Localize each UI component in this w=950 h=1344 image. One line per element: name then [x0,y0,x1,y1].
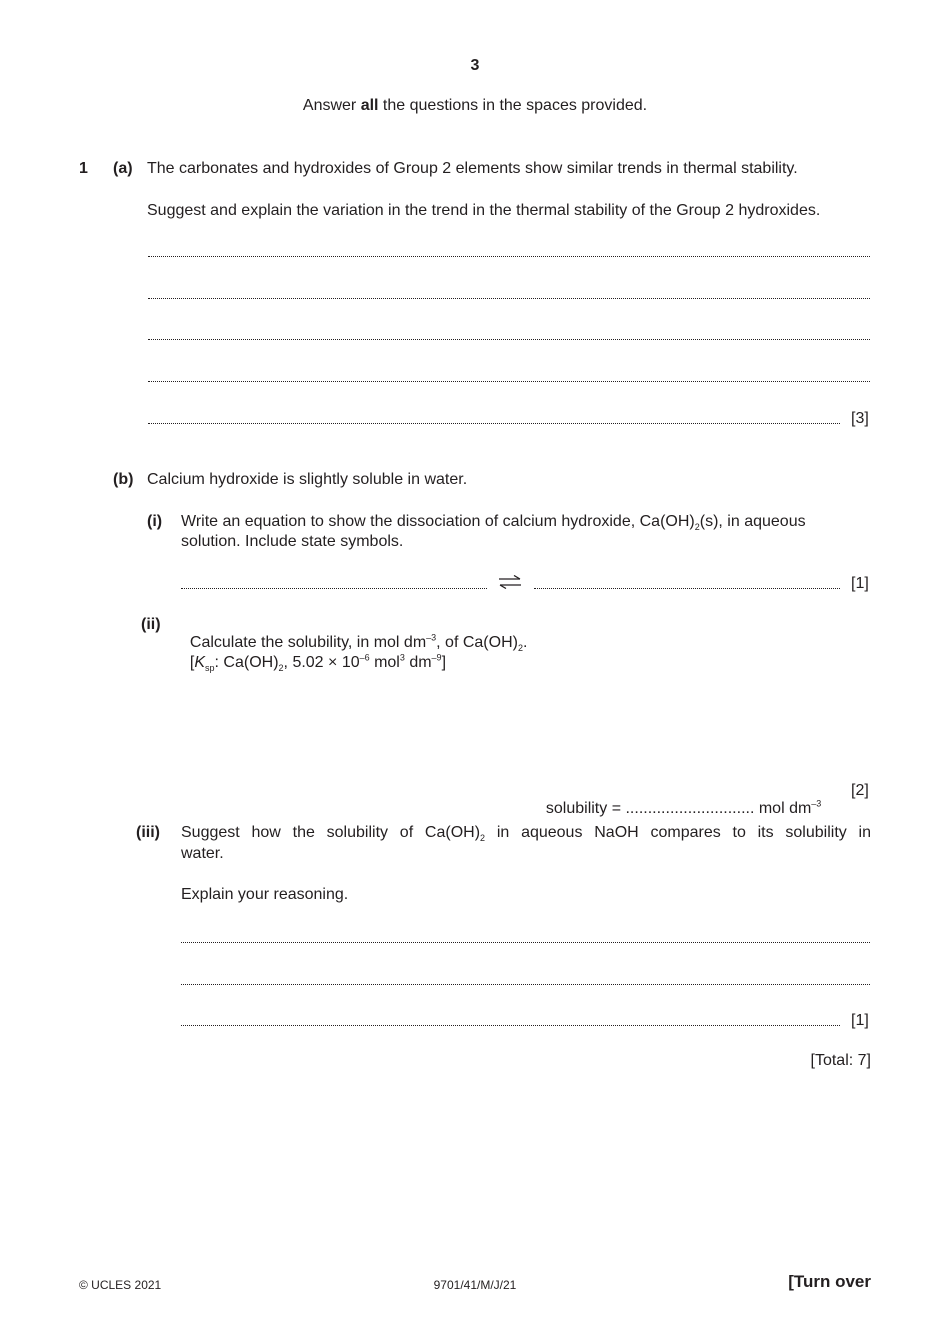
page-number: 3 [470,57,480,74]
part-a-label: (a) [113,160,133,177]
part-b-label: (b) [113,471,134,488]
text: Suggest how the solubility of Ca(OH) [181,824,481,841]
subscript: 2 [278,663,284,674]
text: mol [369,654,400,671]
footer-copyright: © UCLES 2021 [79,1278,162,1292]
part-b-i-text-pre: Write an equation to show the dissociation of calcium hydroxide, Ca(OH) [181,513,695,530]
ksp-symbol: K [194,654,206,671]
solubility-label: solubility = ............................. mol dm [545,800,812,817]
part-b-i-text-line1 [181,513,871,531]
instruction-post: the questions in the spaces provided. [378,97,648,114]
footer-code: 9701/41/M/J/21 [433,1278,517,1292]
ksp-data [181,636,446,672]
answer-line[interactable] [148,338,870,340]
answer-line[interactable] [181,983,870,985]
subscript: 2 [517,643,523,654]
part-b-i-marks: [1] [851,575,869,592]
superscript: –9 [431,652,442,663]
answer-line[interactable] [148,380,870,382]
equation-product-line[interactable] [534,587,840,589]
text: Calculate the solubility, in mol dm [189,634,427,651]
text: . [522,634,528,651]
part-b-iii-marks: [1] [851,1012,869,1029]
part-b-iii-text-line2: water. [181,845,224,862]
equation-reactant-line[interactable] [181,587,487,589]
subscript: 2 [694,522,700,533]
part-a-task: Suggest and explain the variation in the trend in the thermal stability of the Group 2 hydroxides. [147,202,821,219]
superscript: –6 [359,652,370,663]
instruction-pre: Answer [302,97,361,114]
equilibrium-arrow-icon [498,575,522,589]
question-number: 1 [79,160,88,177]
turn-over: [Turn over [788,1272,871,1291]
text: , of Ca(OH) [436,634,518,651]
answer-line[interactable] [148,297,870,299]
part-b-iii-label: (iii) [136,824,160,841]
superscript: 3 [399,652,405,663]
part-b-i-text-post: (s), in aqueous [699,513,806,530]
part-a-stem: The carbonates and hydroxides of Group 2 elements show similar trends in thermal stability. [147,160,798,177]
answer-line[interactable] [181,941,870,943]
part-b-i-label: (i) [147,513,163,530]
solubility-answer-field[interactable] [537,782,821,818]
part-a-marks: [3] [851,410,869,427]
subscript: sp [205,663,215,674]
text: [ [189,654,195,671]
part-b-iii-task: Explain your reasoning. [181,886,349,903]
answer-line[interactable] [148,422,840,424]
text: dm [404,654,432,671]
part-b-i-text-line2: solution. Include state symbols. [181,533,404,550]
superscript: –3 [811,798,822,809]
part-b-ii-marks: [2] [851,782,869,799]
text: ] [441,654,447,671]
subscript: 2 [480,833,486,844]
total-marks: [Total: 7] [810,1052,871,1069]
answer-line[interactable] [181,1024,840,1026]
superscript: –3 [426,632,437,643]
part-b-stem: Calcium hydroxide is slightly soluble in water. [147,471,468,488]
instruction [0,97,950,115]
instruction-bold: all [360,97,379,114]
text: , 5.02 × 10 [283,654,360,671]
part-b-ii-label: (ii) [141,616,161,633]
text: : Ca(OH) [214,654,279,671]
answer-line[interactable] [148,255,870,257]
text: in aqueous NaOH compares to its solubility in [485,824,872,841]
part-b-iii-text-line1 [181,824,871,842]
